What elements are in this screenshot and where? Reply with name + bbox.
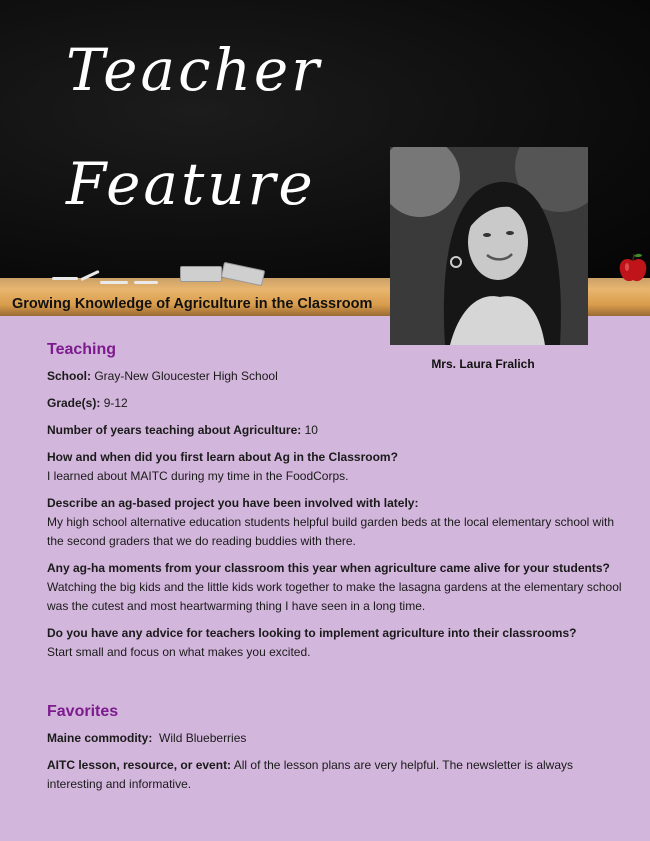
aitc-line [47, 756, 622, 794]
commodity-line [47, 729, 622, 748]
grades-line [47, 394, 622, 413]
chalk-piece [100, 281, 128, 284]
commodity-value: Wild Blueberries [159, 731, 247, 745]
chalk-piece [52, 277, 78, 280]
aitc-value: All of the lesson plans are very helpful. The newsletter is always interesting and informative. [47, 758, 574, 791]
section-heading-favorites: Favorites [47, 703, 119, 720]
question-4: Do you have any advice for teachers looking to implement agriculture into their classrooms? [47, 626, 577, 640]
teacher-photo [390, 147, 588, 345]
commodity-label: Maine commodity: [47, 731, 153, 745]
school-line [47, 367, 622, 386]
title-line-1: Teacher [66, 36, 322, 104]
banner-text: Growing Knowledge of Agriculture in the Classroom [12, 296, 373, 312]
grades-label: Grade(s): [47, 396, 101, 410]
answer-4: Start small and focus on what makes you excited. [47, 645, 311, 659]
grades-value: 9-12 [103, 396, 128, 410]
answer-3: Watching the big kids and the little kids work together to make the lasagna gardens at the elementary school was the cutest and most heartwarming thing I have seen in a long time. [47, 580, 622, 613]
school-label: School: [47, 369, 91, 383]
school-value: Gray-New Gloucester High School [94, 369, 278, 383]
question-2: Describe an ag-based project you have been involved with lately: [47, 496, 419, 510]
portrait-image [390, 147, 588, 345]
title-line-2: Feature [66, 150, 316, 218]
article-body [47, 340, 622, 794]
years-value: 10 [304, 423, 318, 437]
eraser [180, 266, 222, 282]
aitc-label: AITC lesson, resource, or event: [47, 758, 232, 772]
answer-1: I learned about MAITC during my time in the FoodCorps. [47, 469, 349, 483]
answer-2: My high school alternative education students helpful build garden beds at the local elementary school with the second graders that we do reading buddies with there. [47, 515, 615, 548]
chalk-piece [134, 281, 158, 284]
apple-icon [618, 252, 648, 284]
section-heading-teaching: Teaching [47, 341, 117, 358]
question-1: How and when did you first learn about Ag in the Classroom? [47, 450, 398, 464]
question-3: Any ag-ha moments from your classroom this year when agriculture came alive for your students? [47, 561, 610, 575]
years-label: Number of years teaching about Agriculture: [47, 423, 302, 437]
photo-caption: Mrs. Laura Fralich [431, 357, 535, 371]
years-line [47, 421, 622, 440]
